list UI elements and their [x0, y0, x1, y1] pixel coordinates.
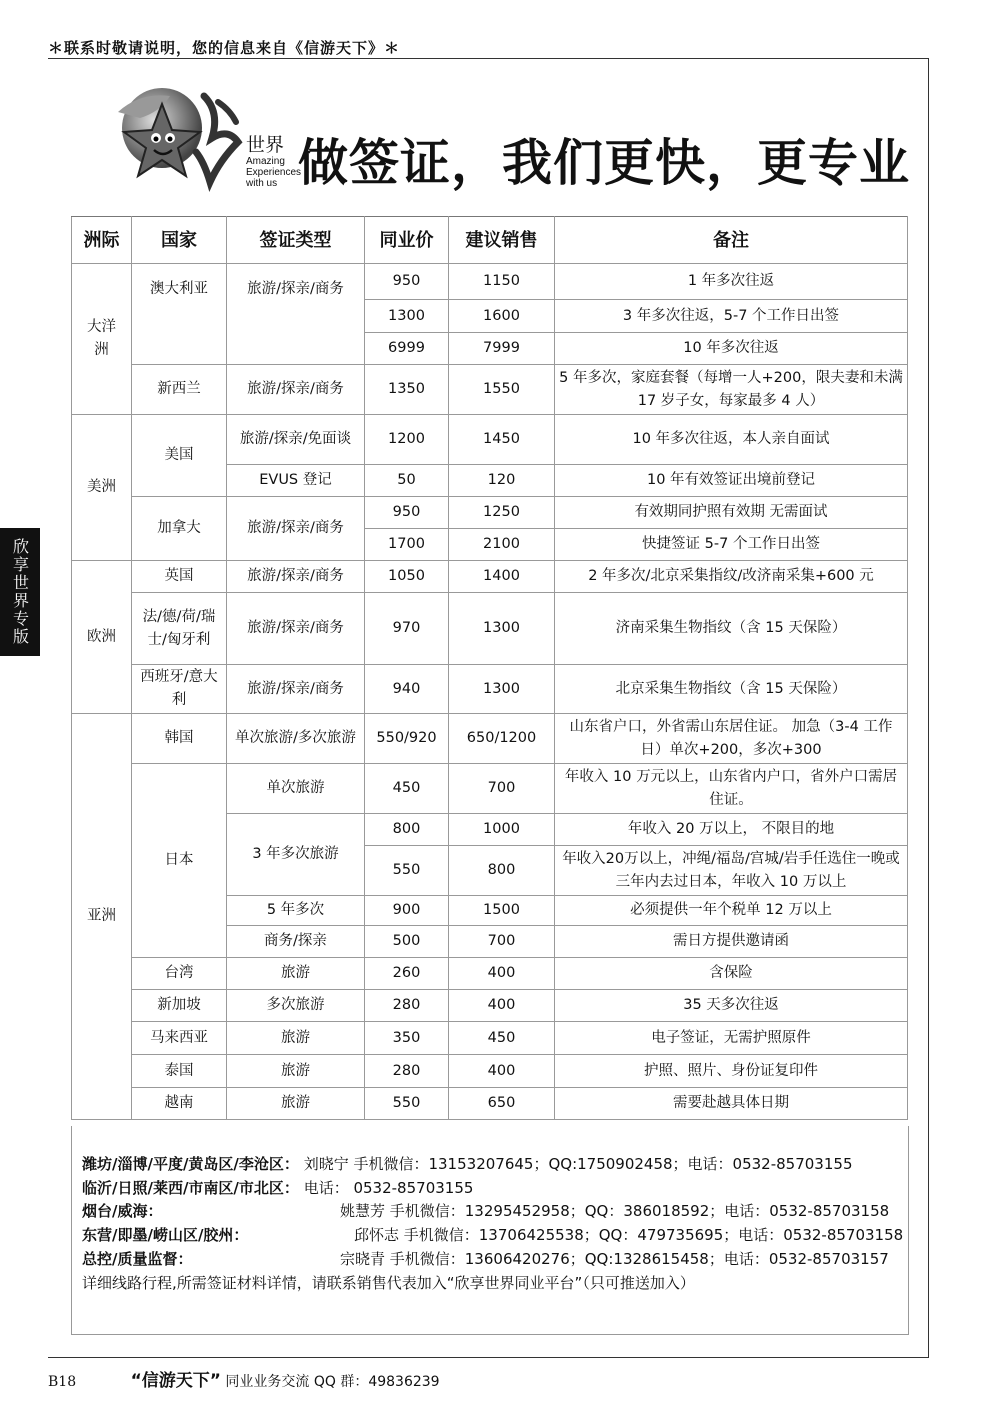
visa-type-cell: 单次旅游/多次旅游: [227, 714, 365, 764]
sale-price-cell: 1450: [449, 415, 555, 465]
remark-cell: 护照、照片、身份证复印件: [555, 1055, 908, 1088]
table-row: [72, 764, 908, 814]
table-row: [72, 1022, 908, 1055]
contacts-note: 详细线路行程,所需签证材料详情，请联系销售代表加入“欣享世界同业平台”（只可推送加入）: [82, 1274, 695, 1292]
country-cell: 加拿大: [132, 497, 227, 561]
visa-type-cell: 3 年多次旅游: [227, 814, 365, 896]
table-row: [72, 1088, 908, 1120]
remark-cell: 需要赴越具体日期: [555, 1088, 908, 1120]
sale-price-cell: 1600: [449, 300, 555, 333]
contacts-box: [71, 1126, 909, 1335]
visa-type-cell: 单次旅游: [227, 764, 365, 814]
visa-type-cell: EVUS 登记: [227, 465, 365, 497]
trade-price-cell: 280: [365, 990, 449, 1022]
trade-price-cell: 6999: [365, 333, 449, 365]
sale-price-cell: 400: [449, 1055, 555, 1088]
contact-line: 总控/质量监督： 宗晓青 手机微信：13606420276；QQ:1328615458；电话：0532-85703157: [82, 1250, 889, 1268]
trade-price-cell: 1700: [365, 529, 449, 561]
footer-title: “信游天下”: [130, 1371, 221, 1391]
table-row: [72, 593, 908, 665]
remark-cell: 电子签证，无需护照原件: [555, 1022, 908, 1055]
sale-price-cell: 650: [449, 1088, 555, 1120]
remark-cell: 3 年多次往返，5-7 个工作日出签: [555, 300, 908, 333]
country-cell: 澳大利亚: [132, 264, 227, 365]
country-cell: 日本: [132, 764, 227, 958]
table-row: [72, 561, 908, 593]
remark-cell: 年收入 20 万以上， 不限目的地: [555, 814, 908, 846]
sale-price-cell: 800: [449, 846, 555, 896]
page-number: B18: [48, 1374, 77, 1390]
country-cell: 法/德/荷/瑞士/匈牙利: [132, 593, 227, 665]
contact-line: 东营/即墨/崂山区/胶州： 邱怀志 手机微信：13706425538；QQ：479735695；电话：0532-85703158: [82, 1226, 904, 1244]
header-continent: 洲际: [72, 217, 132, 264]
visa-type-cell: 旅游/探亲/商务: [227, 497, 365, 561]
sale-price-cell: 700: [449, 926, 555, 958]
header-visa-type: 签证类型: [227, 217, 365, 264]
country-cell: 台湾: [132, 958, 227, 990]
table-row: [72, 264, 908, 300]
trade-price-cell: 50: [365, 465, 449, 497]
sale-price-cell: 1000: [449, 814, 555, 846]
sale-price-cell: 400: [449, 990, 555, 1022]
remark-cell: 10 年有效签证出境前登记: [555, 465, 908, 497]
country-cell: 韩国: [132, 714, 227, 764]
visa-type-cell: 商务/探亲: [227, 926, 365, 958]
trade-price-cell: 280: [365, 1055, 449, 1088]
visa-type-cell: 旅游: [227, 1088, 365, 1120]
trade-price-cell: 1200: [365, 415, 449, 465]
sale-price-cell: 120: [449, 465, 555, 497]
table-row: [72, 958, 908, 990]
remark-cell: 年收入 10 万元以上，山东省内户口，省外户口需居住证。: [555, 764, 908, 814]
visa-type-cell: 旅游: [227, 1055, 365, 1088]
sale-price-cell: 450: [449, 1022, 555, 1055]
remark-cell: 10 年多次往返: [555, 333, 908, 365]
country-cell: 西班牙/意大利: [132, 665, 227, 714]
remark-cell: 35 天多次往返: [555, 990, 908, 1022]
trade-price-cell: 1300: [365, 300, 449, 333]
country-cell: 泰国: [132, 1055, 227, 1088]
sale-price-cell: 2100: [449, 529, 555, 561]
sale-price-cell: 400: [449, 958, 555, 990]
remark-cell: 济南采集生物指纹（含 15 天保险）: [555, 593, 908, 665]
trade-price-cell: 550/920: [365, 714, 449, 764]
trade-price-cell: 260: [365, 958, 449, 990]
remark-cell: 必须提供一年个税单 12 万以上: [555, 896, 908, 926]
visa-type-cell: 5 年多次: [227, 896, 365, 926]
trade-price-cell: 950: [365, 264, 449, 300]
remark-cell: 10 年多次往返，本人亲自面试: [555, 415, 908, 465]
trade-price-cell: 900: [365, 896, 449, 926]
trade-price-cell: 1350: [365, 365, 449, 415]
sale-price-cell: 1300: [449, 665, 555, 714]
header-country: 国家: [132, 217, 227, 264]
remark-cell: 2 年多次/北京采集指纹/改济南采集+600 元: [555, 561, 908, 593]
visa-type-cell: 多次旅游: [227, 990, 365, 1022]
trade-price-cell: 550: [365, 846, 449, 896]
sale-price-cell: 1250: [449, 497, 555, 529]
remark-cell: 需日方提供邀请函: [555, 926, 908, 958]
visa-price-table: [71, 216, 907, 1120]
visa-type-cell: 旅游/探亲/商务: [227, 365, 365, 415]
visa-type-cell: 旅游: [227, 1022, 365, 1055]
table-row: [72, 365, 908, 415]
remark-cell: 年收入20万以上，冲绳/福岛/宫城/岩手任选住一晚或三年内去过日本，年收入 10 万以上: [555, 846, 908, 896]
remark-cell: 1 年多次往返: [555, 264, 908, 300]
remark-cell: 含保险: [555, 958, 908, 990]
table-row: [72, 990, 908, 1022]
contact-line: 临沂/日照/莱西/市南区/市北区： 电话： 0532-85703155: [82, 1179, 474, 1197]
trade-price-cell: 550: [365, 1088, 449, 1120]
table-row: [72, 714, 908, 764]
table-row: [72, 665, 908, 714]
continent-cell: 亚洲: [72, 714, 132, 1120]
brand-tagline: Amazing Experiences with us: [246, 156, 302, 189]
country-cell: 新西兰: [132, 365, 227, 415]
table-header: [72, 217, 908, 264]
remark-cell: 快捷签证 5-7 个工作日出签: [555, 529, 908, 561]
trade-price-cell: 1050: [365, 561, 449, 593]
top-note: ＊联系时敬请说明，您的信息来自《信游天下》＊: [48, 39, 401, 57]
trade-price-cell: 940: [365, 665, 449, 714]
trade-price-cell: 800: [365, 814, 449, 846]
headline: 做签证，我们更快，更专业: [298, 134, 910, 192]
visa-type-cell: 旅游/探亲/商务: [227, 593, 365, 665]
country-cell: 英国: [132, 561, 227, 593]
visa-type-cell: 旅游/探亲/商务: [227, 561, 365, 593]
sale-price-cell: 1400: [449, 561, 555, 593]
remark-cell: 北京采集生物指纹（含 15 天保险）: [555, 665, 908, 714]
visa-type-cell: 旅游/探亲/免面谈: [227, 415, 365, 465]
trade-price-cell: 350: [365, 1022, 449, 1055]
remark-cell: 5 年多次，家庭套餐（每增一人+200，限夫妻和未满 17 岁子女，每家最多 4 人）: [555, 365, 908, 415]
trade-price-cell: 500: [365, 926, 449, 958]
table-row: [72, 497, 908, 529]
table-row: [72, 1055, 908, 1088]
sale-price-cell: 7999: [449, 333, 555, 365]
trade-price-cell: 450: [365, 764, 449, 814]
visa-type-cell: 旅游: [227, 958, 365, 990]
continent-cell: 美洲: [72, 415, 132, 561]
trade-price-cell: 970: [365, 593, 449, 665]
footer: [48, 1366, 440, 1391]
sale-price-cell: 1300: [449, 593, 555, 665]
header-suggested-price: 建议销售: [449, 217, 555, 264]
sale-price-cell: 700: [449, 764, 555, 814]
visa-type-cell: 旅游/探亲/商务: [227, 665, 365, 714]
country-cell: 越南: [132, 1088, 227, 1120]
continent-cell: 欧洲: [72, 561, 132, 714]
visa-type-cell: 旅游/探亲/商务: [227, 264, 365, 365]
footer-text: 同业业务交流 QQ 群：49836239: [225, 1374, 440, 1390]
side-tab: 欣享世界专版: [0, 528, 40, 656]
header-trade-price: 同业价: [365, 217, 449, 264]
contact-line: 烟台/威海： 姚慧芳 手机微信：13295452958；QQ：386018592；电话：0532-85703158: [82, 1202, 890, 1220]
sale-price-cell: 1550: [449, 365, 555, 415]
sale-price-cell: 650/1200: [449, 714, 555, 764]
country-cell: 马来西亚: [132, 1022, 227, 1055]
trade-price-cell: 950: [365, 497, 449, 529]
remark-cell: 有效期同护照有效期 无需面试: [555, 497, 908, 529]
contact-line: 潍坊/淄博/平度/黄岛区/李沧区： 刘晓宁 手机微信：13153207645；QQ:1750902458；电话：0532-85703155: [82, 1155, 853, 1173]
continent-cell: 大洋洲: [72, 264, 132, 415]
country-cell: 新加坡: [132, 990, 227, 1022]
remark-cell: 山东省户口，外省需山东居住证。 加急（3-4 工作日）单次+200，多次+300: [555, 714, 908, 764]
sale-price-cell: 1150: [449, 264, 555, 300]
sale-price-cell: 1500: [449, 896, 555, 926]
brand-world: 世界: [246, 134, 285, 156]
header-remarks: 备注: [555, 217, 908, 264]
table-row: [72, 415, 908, 465]
country-cell: 美国: [132, 415, 227, 497]
